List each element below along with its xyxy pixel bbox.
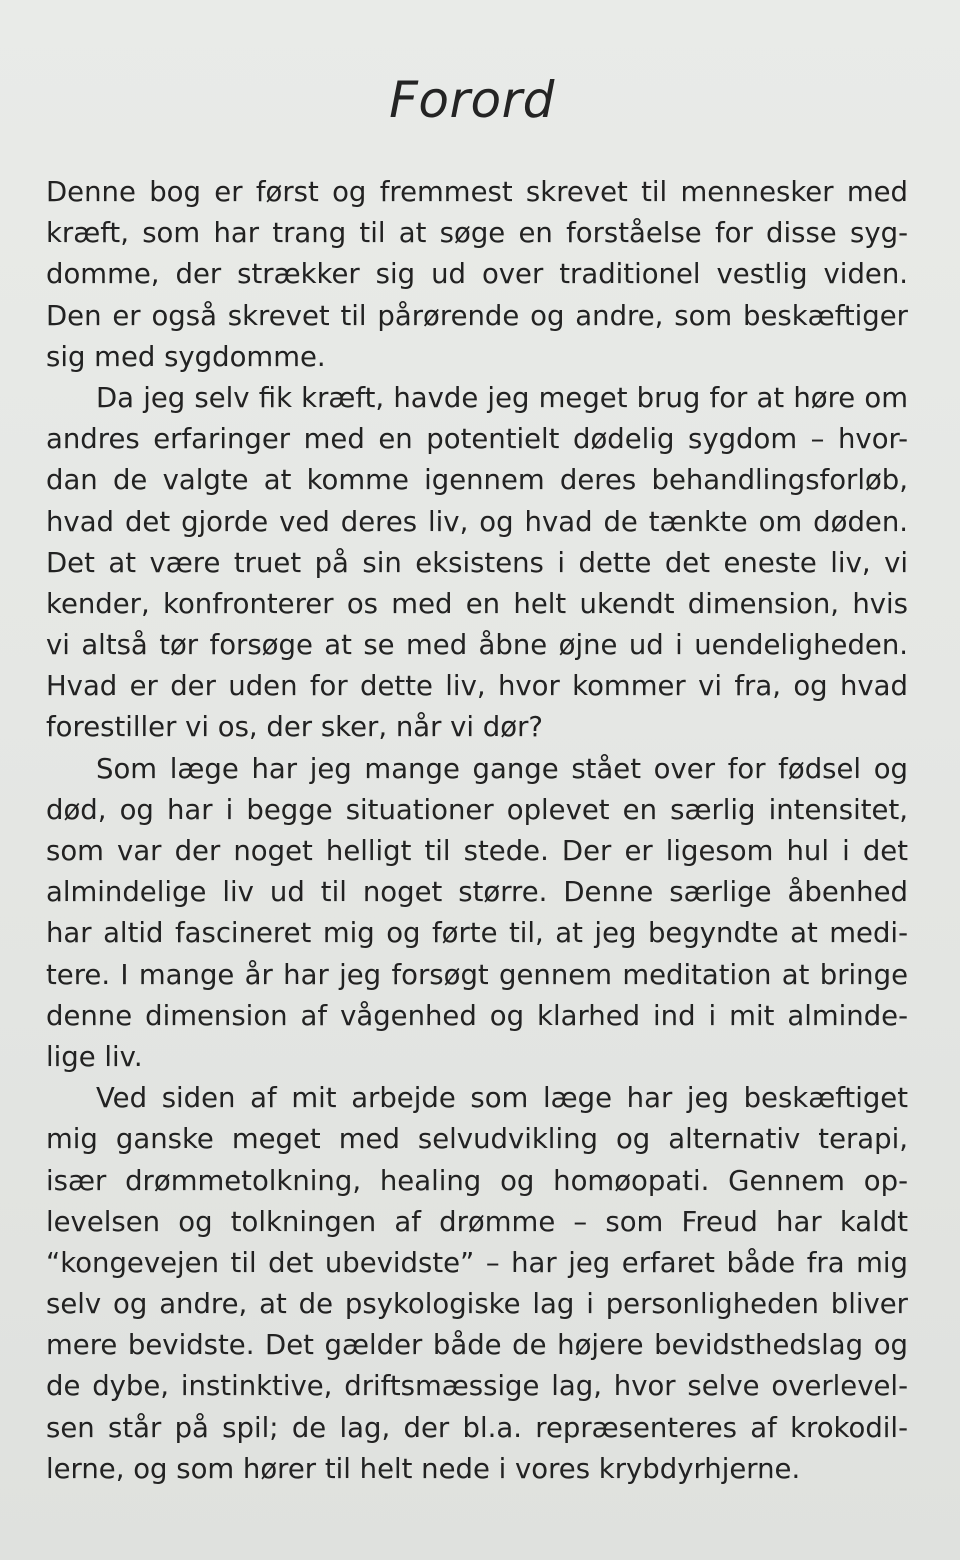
text-line: denne dimension af vågenhed og klarhed ind i mit alminde- [46,999,908,1032]
text-line: forestiller vi os, der sker, når vi dør? [46,711,543,744]
text-line: lige liv. [46,1040,143,1073]
text-line: har altid fascineret mig og førte til, at jeg begyndte at medi- [46,917,908,950]
paragraph-1 [46,172,908,378]
text-line: selv og andre, at de psykologiske lag i personligheden bliver [46,1288,908,1321]
paragraph-2 [46,378,908,749]
text-line: andres erfaringer med en potentielt dødelig sygdom – hvor- [46,423,908,456]
text-line: “kongevejen til det ubevidste” – har jeg erfaret både fra mig [46,1246,908,1279]
text-line: lerne, og som hører til helt nede i vores krybdyrhjerne. [46,1452,801,1485]
text-line: Som læge har jeg mange gange stået over for fødsel og [96,752,908,785]
text-line: Det at være truet på sin eksistens i dette det eneste liv, vi [46,546,908,579]
text-line: de dybe, instinktive, driftsmæssige lag, hvor selve overlevel- [46,1370,908,1403]
text-line: Denne bog er først og fremmest skrevet til mennesker med [46,176,908,208]
text-line: hvad det gjorde ved deres liv, og hvad de tænkte om døden. [46,505,908,538]
chapter-title: Forord [389,70,555,129]
text-line: almindelige liv ud til noget større. Denne særlige åbenhed [46,876,908,909]
chapter-body [46,172,908,1490]
text-line: kender, konfronterer os med en helt ukendt dimension, hvis [46,587,908,620]
text-line: død, og har i begge situationer oplevet en særlig intensitet, [46,793,908,826]
text-line: Ved siden af mit arbejde som læge har jeg beskæftiget [96,1082,908,1115]
text-line: især drømmetolkning, healing og homøopati. Gennem op- [46,1164,908,1197]
text-line: levelsen og tolkningen af drømme – som Freud har kaldt [46,1205,908,1238]
text-line: mere bevidste. Det gælder både de højere bevidsthedslag og [46,1329,908,1362]
text-line: domme, der strækker sig ud over traditionel vestlig viden. [46,258,908,291]
paragraph-4 [46,1078,908,1490]
text-line: som var der noget helligt til stede. Der er ligesom hul i det [46,835,908,867]
text-line: Da jeg selv fik kræft, havde jeg meget brug for at høre om [96,381,908,414]
text-line: kræft, som har trang til at søge en forståelse for disse syg- [46,217,908,250]
text-line: Den er også skrevet til pårørende og andre, som beskæftiger [46,299,908,332]
text-line: mig ganske meget med selvudvikling og alternativ terapi, [46,1123,908,1156]
text-line: tere. I mange år har jeg forsøgt gennem meditation at bringe [46,958,908,991]
text-line: Hvad er der uden for dette liv, hvor kommer vi fra, og hvad [46,670,908,703]
text-line: sig med sygdomme. [46,340,326,373]
text-line: dan de valgte at komme igennem deres behandlingsforløb, [46,464,908,497]
paragraph-3 [46,749,908,1079]
text-line: vi altså tør forsøge at se med åbne øjne ud i uendeligheden. [46,629,908,662]
text-line: sen står på spil; de lag, der bl.a. repræsenteres af krokodil- [46,1411,908,1444]
